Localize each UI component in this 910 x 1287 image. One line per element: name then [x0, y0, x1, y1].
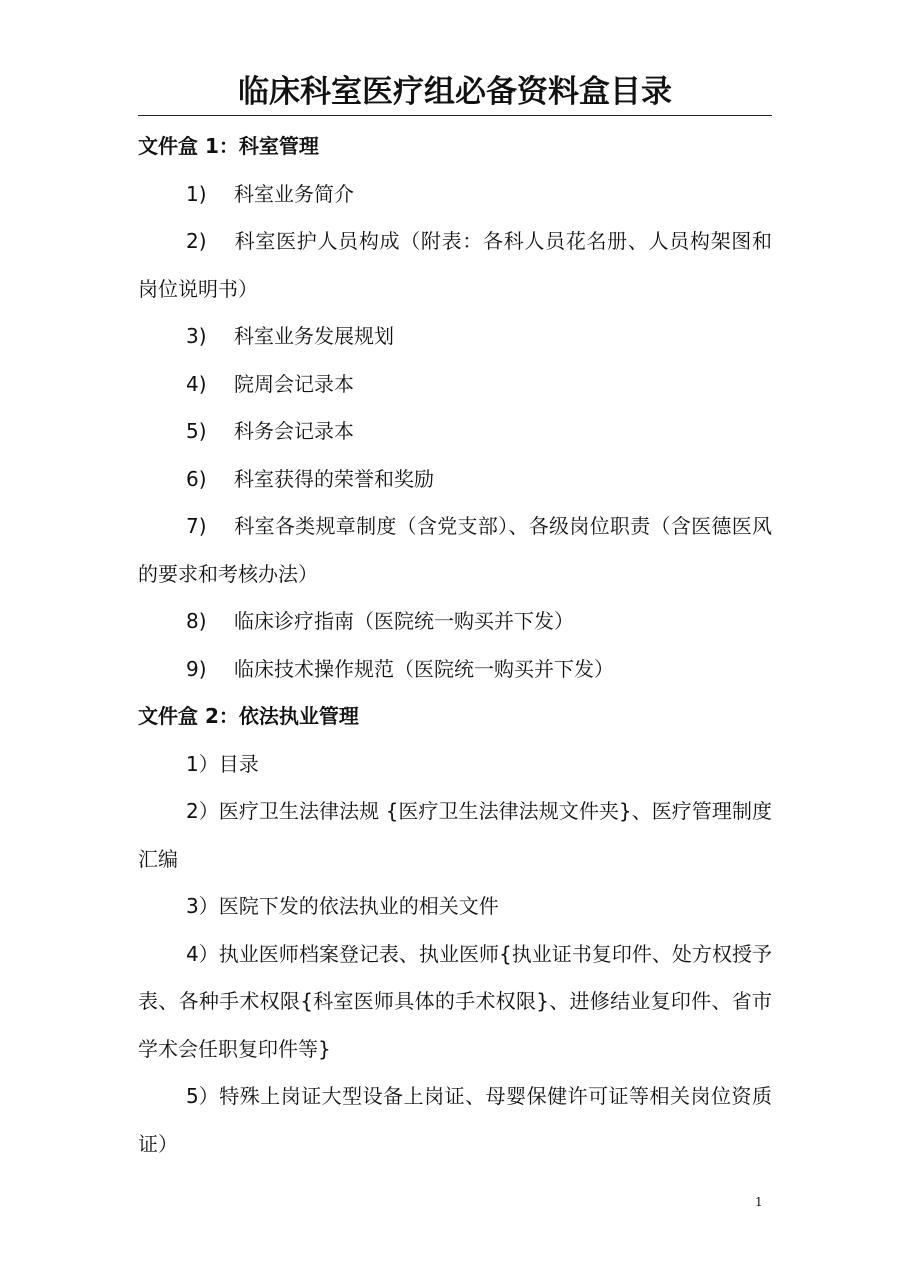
document-body	[138, 123, 772, 1168]
item-text: 科室各类规章制度（含党支部）、各级岗位职责（含医德医风的要求和考核办法）	[138, 514, 772, 586]
item-number: 3)	[186, 324, 207, 348]
list-item	[138, 646, 772, 694]
page-number: 1	[755, 1195, 763, 1209]
item-text: 目录	[218, 751, 259, 776]
item-text: 科室医护人员构成（附表：各科人员花名册、人员构架图和岗位说明书）	[138, 229, 772, 301]
item-number: 2)	[186, 229, 207, 253]
item-number: 3）	[186, 894, 219, 918]
item-number: 1)	[186, 181, 207, 206]
item-number: 5)	[186, 419, 207, 443]
item-text: 临床技术操作规范（医院统一购买并下发）	[234, 656, 614, 681]
title-underline	[138, 115, 772, 116]
item-text: 执业医师档案登记表、执业医师{执业证书复印件、处方权授予表、各种手术权限{科室医师具体的手术权限}、进修结业复印件、省市学术会任职复印件等}	[138, 941, 772, 1061]
list-item	[138, 883, 772, 931]
item-text: 医院下发的依法执业的相关文件	[218, 894, 499, 918]
item-number: 8)	[186, 609, 207, 633]
list-item	[138, 361, 772, 409]
item-number: 7)	[186, 514, 207, 538]
list-item	[138, 1073, 772, 1168]
item-number: 6)	[186, 466, 207, 491]
item-text: 科室业务发展规划	[234, 324, 394, 348]
list-item	[138, 598, 772, 646]
item-number: 4)	[186, 371, 207, 396]
list-item	[138, 788, 772, 883]
list-item	[138, 503, 772, 598]
section-heading-file-box-1: 文件盒 1：科室管理	[138, 134, 319, 158]
item-number: 1）	[186, 751, 219, 776]
item-text: 医疗卫生法律法规 {医疗卫生法律法规文件夹}、医疗管理制度汇编	[138, 799, 772, 871]
list-item	[138, 313, 772, 361]
section-heading-file-box-2: 文件盒 2：依法执业管理	[138, 704, 359, 728]
item-text: 特殊上岗证大型设备上岗证、母婴保健许可证等相关岗位资质证）	[138, 1084, 772, 1156]
item-text: 科务会记录本	[234, 419, 354, 443]
list-item	[138, 171, 772, 219]
item-text: 科室业务简介	[234, 181, 354, 206]
item-text: 科室获得的荣誉和奖励	[234, 466, 434, 491]
item-text: 院周会记录本	[234, 371, 354, 396]
list-item	[138, 931, 772, 1074]
page-title: 临床科室医疗组必备资料盒目录	[238, 74, 672, 110]
item-number: 9)	[186, 656, 207, 681]
item-number: 4）	[186, 941, 219, 966]
list-item	[138, 408, 772, 456]
item-number: 5）	[186, 1084, 219, 1108]
item-text: 临床诊疗指南（医院统一购买并下发）	[234, 609, 574, 633]
item-number: 2）	[186, 799, 219, 823]
list-item	[138, 218, 772, 313]
list-item	[138, 741, 772, 789]
list-item	[138, 456, 772, 504]
